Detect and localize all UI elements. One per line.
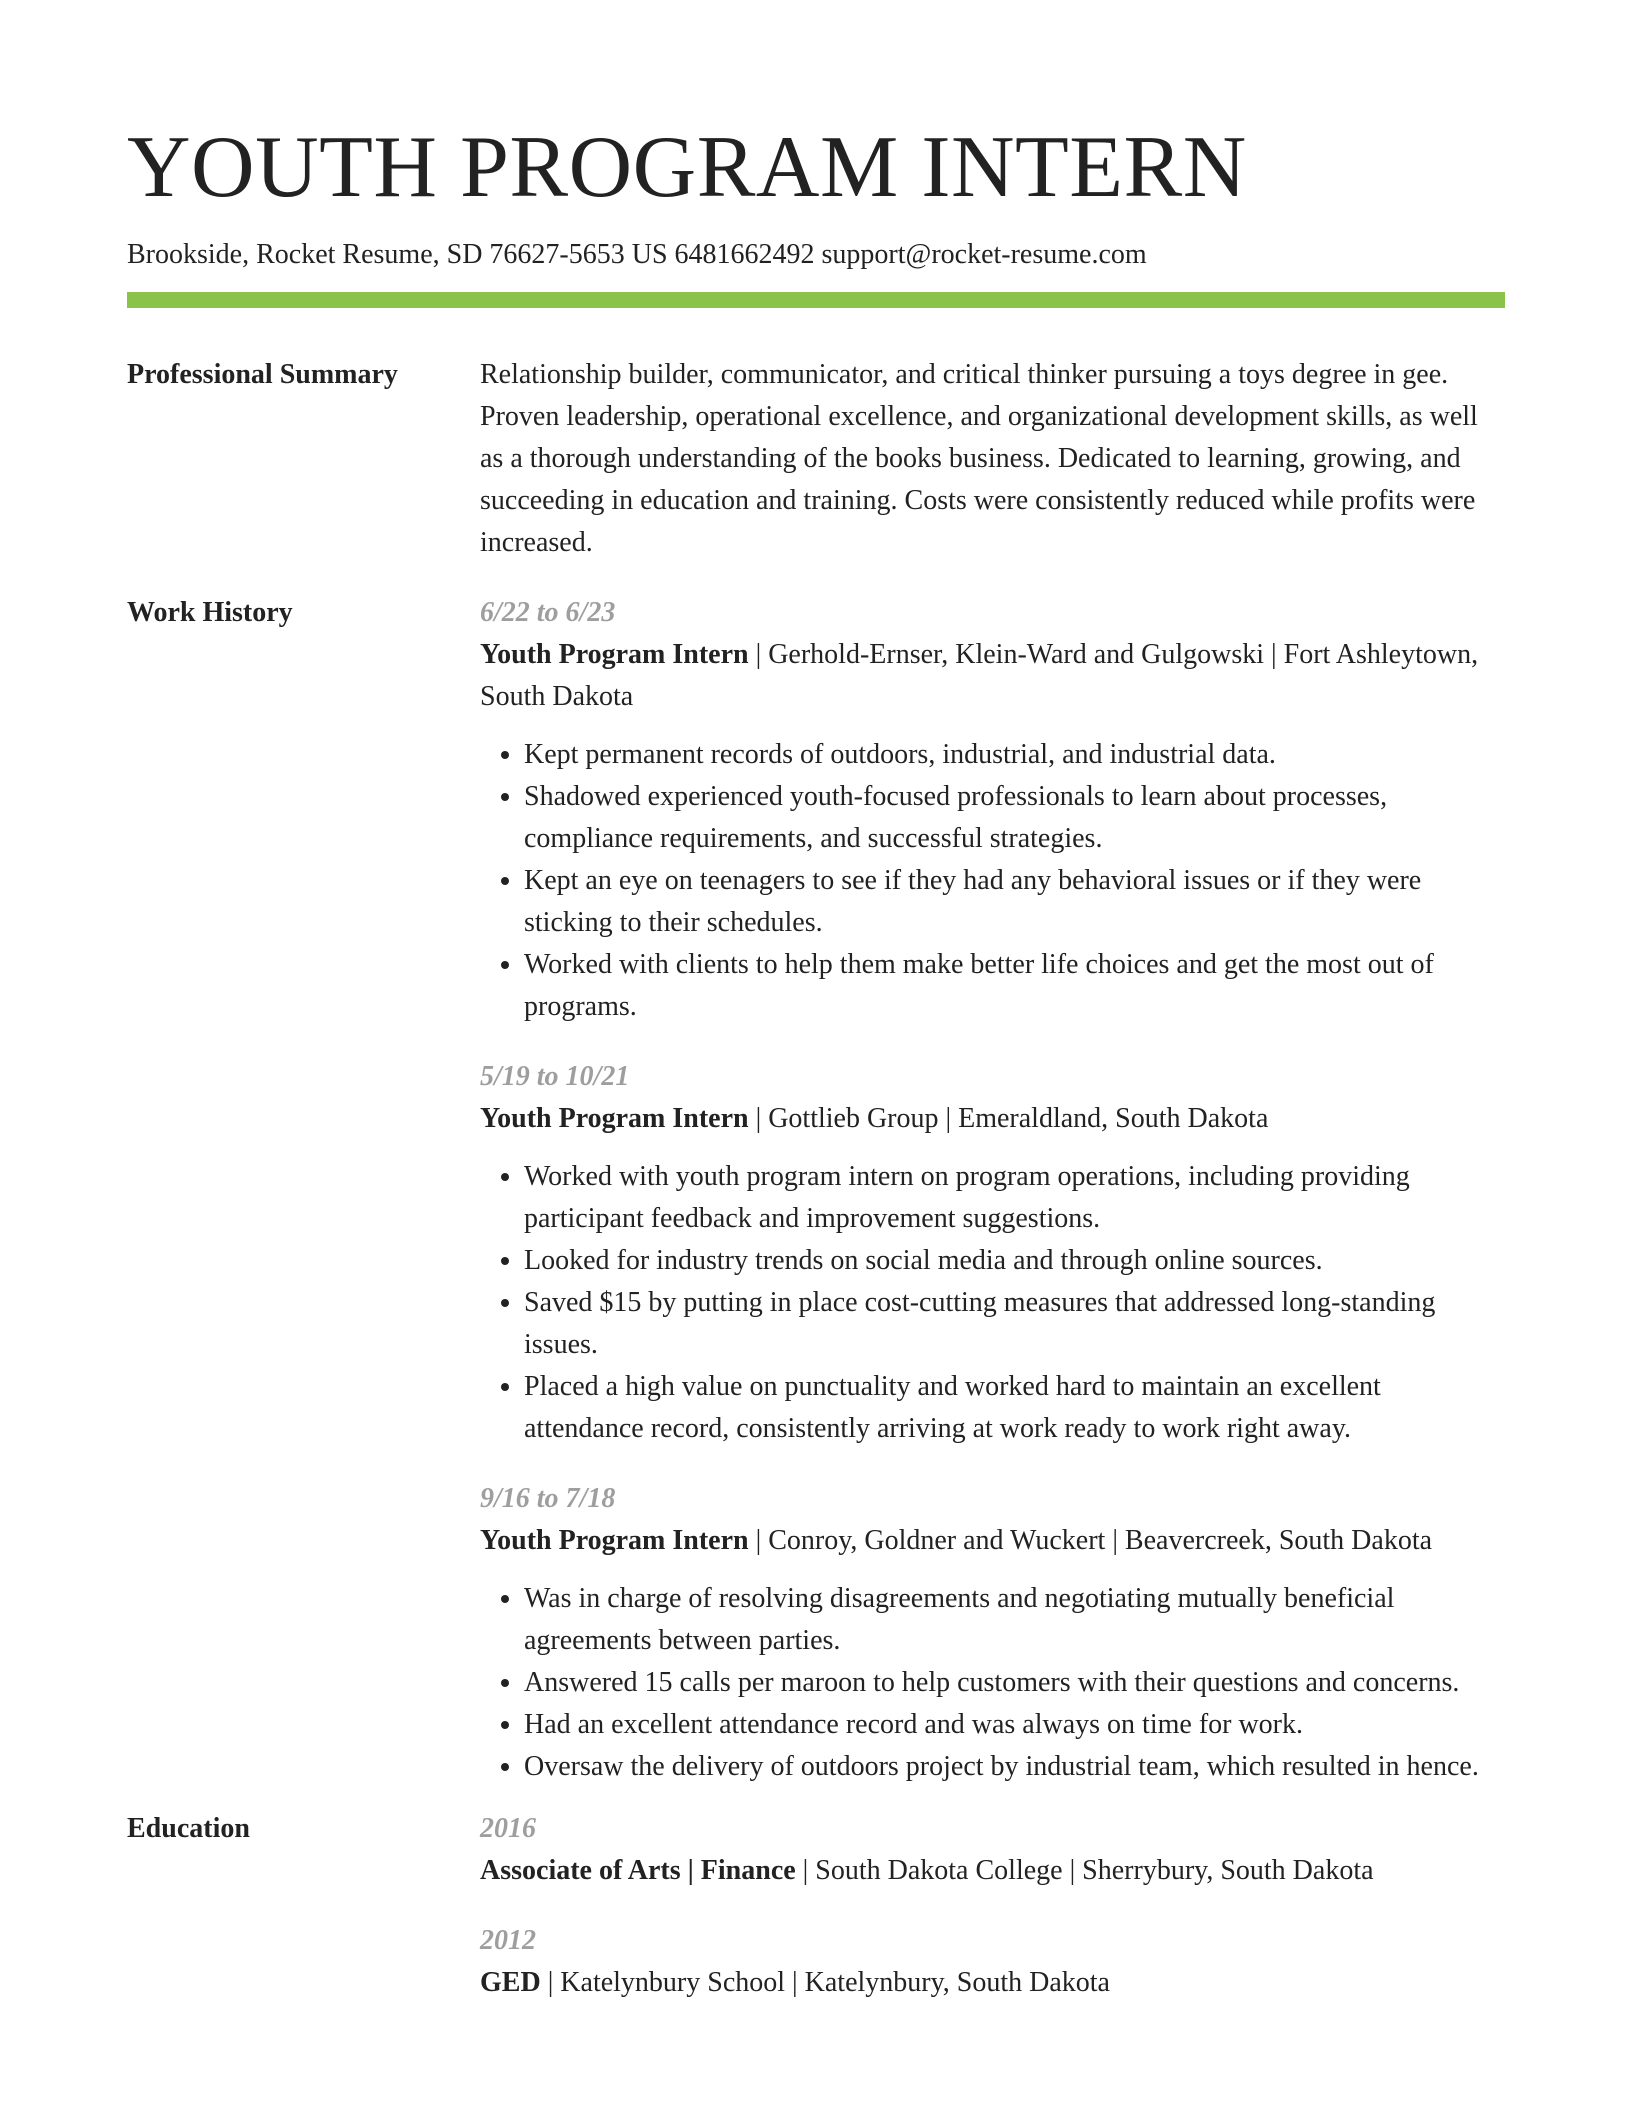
job-dates: 5/19 to 10/21 xyxy=(480,1061,630,1092)
job-title-line xyxy=(480,1520,1505,1562)
resume-page xyxy=(127,0,1505,2004)
education-line xyxy=(480,1962,1505,2004)
job-title-line xyxy=(480,634,1505,718)
job-title-line xyxy=(480,1098,1505,1140)
education-degree: Associate of Arts | Finance xyxy=(480,1855,796,1886)
header-divider xyxy=(127,292,1505,308)
education-line xyxy=(480,1850,1505,1892)
job-title: Youth Program Intern xyxy=(480,1103,749,1134)
job-entry xyxy=(480,592,1505,1028)
job-bullet: • Worked with youth program intern on program operations, including providing participant feedback and improvement suggestions. xyxy=(524,1156,1505,1240)
job-bullets xyxy=(480,1156,1505,1450)
education-degree: GED xyxy=(480,1967,541,1998)
job-title: Youth Program Intern xyxy=(480,639,749,670)
job-entry xyxy=(480,1056,1505,1450)
job-employer-location: | Gottlieb Group | Emeraldland, South Dakota xyxy=(748,1103,1269,1134)
job-dates: 6/22 to 6/23 xyxy=(480,597,616,628)
job-employer-location: | Gerhold-Ernser, Klein-Ward and Gulgowski | Fort Ashleytown, South Dakota xyxy=(480,639,1479,712)
candidate-name: YOUTH PROGRAM INTERN xyxy=(127,119,1247,216)
work-history-heading: Work History xyxy=(127,597,293,628)
education-heading: Education xyxy=(127,1813,250,1844)
work-history-section xyxy=(127,592,1505,1788)
job-bullets xyxy=(480,734,1505,1028)
education-body xyxy=(480,1808,1505,2004)
education-entry xyxy=(480,1920,1505,2004)
summary-body xyxy=(480,354,1505,564)
job-bullet: • Was in charge of resolving disagreements and negotiating mutually beneficial agreements between parties. xyxy=(524,1578,1505,1662)
education-school-location: | Katelynbury School | Katelynbury, South Dakota xyxy=(540,1967,1110,1998)
job-bullet: • Saved $15 by putting in place cost-cutting measures that addressed long-standing issues. xyxy=(524,1282,1505,1366)
job-bullet: • Kept an eye on teenagers to see if they had any behavioral issues or if they were sticking to their schedules. xyxy=(524,860,1505,944)
job-bullet: • Placed a high value on punctuality and worked hard to maintain an excellent attendance record, consistently arriving at work ready to work right away. xyxy=(524,1366,1505,1450)
job-bullet: • Oversaw the delivery of outdoors project by industrial team, which resulted in hence. xyxy=(524,1746,1505,1788)
summary-text: Relationship builder, communicator, and critical thinker pursuing a toys degree in gee. Proven leadership, operational excellence, and organizational development skills, as well as a thorough understanding of the books business. Dedicated to learning, growing, and succeeding in education and training. Costs were consistently reduced while profits were increased. xyxy=(480,359,1478,558)
work-history-body xyxy=(480,592,1505,1788)
education-entry xyxy=(480,1808,1505,1892)
contact-line: Brookside, Rocket Resume, SD 76627-5653 US 6481662492 support@rocket-resume.com xyxy=(127,239,1147,270)
job-bullet: • Worked with clients to help them make better life choices and get the most out of programs. xyxy=(524,944,1505,1028)
job-bullet: • Kept permanent records of outdoors, industrial, and industrial data. xyxy=(524,734,1505,776)
job-bullet: • Looked for industry trends on social media and through online sources. xyxy=(524,1240,1505,1282)
education-school-location: | South Dakota College | Sherrybury, South Dakota xyxy=(795,1855,1374,1886)
summary-section xyxy=(127,354,1505,564)
job-bullet: • Had an excellent attendance record and was always on time for work. xyxy=(524,1704,1505,1746)
summary-heading: Professional Summary xyxy=(127,359,398,390)
job-entry xyxy=(480,1478,1505,1788)
job-bullets xyxy=(480,1578,1505,1788)
job-title: Youth Program Intern xyxy=(480,1525,749,1556)
education-section xyxy=(127,1808,1505,2004)
education-year: 2016 xyxy=(480,1813,536,1844)
job-bullet: • Answered 15 calls per maroon to help customers with their questions and concerns. xyxy=(524,1662,1505,1704)
job-bullet: • Shadowed experienced youth-focused professionals to learn about processes, compliance requirements, and successful strategies. xyxy=(524,776,1505,860)
job-dates: 9/16 to 7/18 xyxy=(480,1483,616,1514)
job-employer-location: | Conroy, Goldner and Wuckert | Beavercreek, South Dakota xyxy=(748,1525,1433,1556)
education-year: 2012 xyxy=(480,1925,536,1956)
